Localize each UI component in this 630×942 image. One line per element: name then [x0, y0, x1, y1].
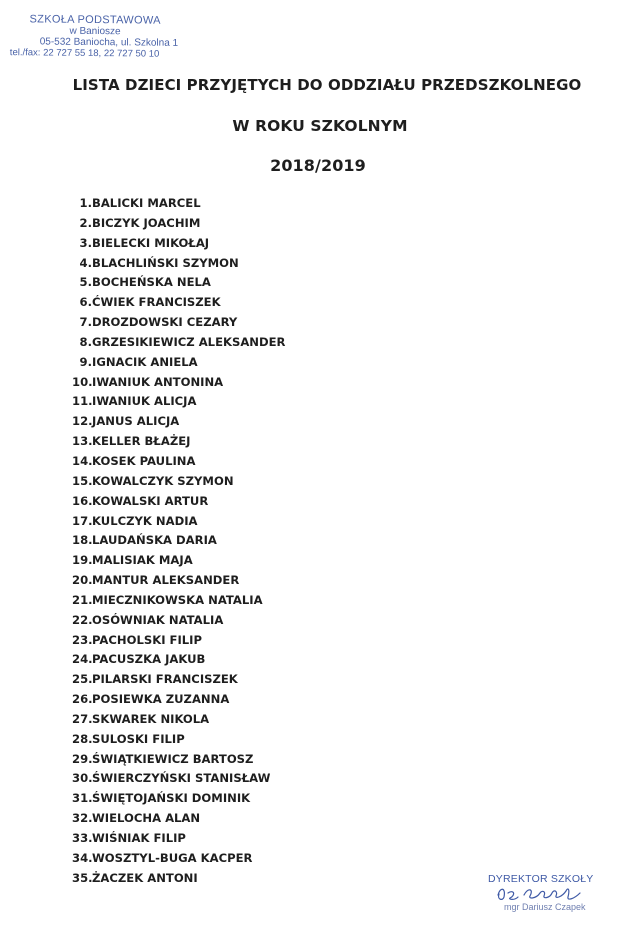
list-item-number: 14. [72, 453, 93, 468]
list-item-name: PILARSKI FRANCISZEK [92, 672, 238, 687]
list-item-number: 31. [72, 791, 93, 806]
list-item [72, 789, 251, 809]
list-item-number: 23. [72, 632, 93, 647]
list-item-name: WIELOCHA ALAN [92, 811, 201, 826]
list-item-name: JANUS ALICJA [92, 414, 180, 429]
list-item [72, 551, 193, 571]
list-item-number: 32. [72, 811, 93, 826]
list-item-name: BLACHLIŃSKI SZYMON [92, 255, 239, 270]
list-item-number: 8. [79, 334, 92, 349]
list-item-number: 28. [72, 731, 93, 746]
list-item-name: BIELECKI MIKOŁAJ [92, 235, 210, 250]
list-item-number: 19. [72, 553, 93, 568]
list-item-name: IWANIUK ALICJA [92, 394, 197, 409]
children-list [72, 194, 286, 889]
list-item [72, 313, 238, 333]
list-item [72, 293, 221, 313]
list-item-number: 16. [72, 493, 93, 508]
stamp-school-name: SZKOŁA PODSTAWOWA [29, 13, 161, 27]
list-item [72, 254, 239, 274]
stamp-address: 05-532 Baniocha, ul. Szkolna 1 [39, 36, 179, 49]
list-item [72, 591, 263, 611]
list-item-number: 22. [72, 612, 93, 627]
list-item [72, 710, 210, 730]
list-item [72, 769, 271, 789]
list-item-number: 21. [72, 592, 93, 607]
list-item [72, 849, 253, 869]
list-item-number: 20. [72, 573, 93, 588]
list-item-number: 4. [79, 255, 92, 270]
list-item [72, 452, 196, 472]
list-item-name: WOSZTYL-BUGA KACPER [92, 850, 253, 865]
list-item-number: 10. [72, 374, 93, 389]
list-item-name: OSÓWNIAK NATALIA [92, 612, 224, 627]
list-item [72, 809, 201, 829]
list-item-number: 29. [72, 751, 93, 766]
list-item-name: SULOSKI FILIP [92, 731, 185, 746]
list-item-name: MANTUR ALEKSANDER [92, 573, 240, 588]
list-item [72, 512, 198, 532]
list-item [72, 472, 234, 492]
document-subtitle: W ROKU SZKOLNYM [232, 117, 408, 135]
list-item-name: ŚWIĘTOJAŃSKI DOMINIK [92, 791, 251, 806]
list-item [72, 829, 186, 849]
list-item [72, 730, 185, 750]
list-item [72, 333, 286, 353]
list-item-name: POSIEWKA ZUZANNA [92, 692, 230, 707]
list-item-name: KULCZYK NADIA [92, 513, 198, 528]
list-item-number: 3. [79, 235, 92, 250]
list-item [72, 214, 201, 234]
list-item-name: BICZYK JOACHIM [92, 215, 201, 230]
list-item-number: 1. [79, 196, 92, 210]
signature-block [480, 873, 610, 912]
signature-person: mgr Dariusz Czapek [504, 902, 586, 912]
list-item-name: BALICKI MARCEL [92, 196, 201, 210]
list-item-name: BOCHEŃSKA NELA [92, 275, 211, 290]
list-item [72, 492, 209, 512]
list-item-number: 33. [72, 831, 93, 845]
list-item-name: DROZDOWSKI CEZARY [92, 315, 238, 330]
list-item-number: 11. [72, 394, 93, 409]
list-item [72, 750, 254, 770]
list-item-number: 12. [72, 414, 93, 429]
list-item-name: ŚWIERCZYŃSKI STANISŁAW [92, 771, 271, 786]
list-item-name: PACUSZKA JAKUB [92, 652, 206, 667]
list-item-name: LAUDAŃSKA DARIA [92, 533, 217, 548]
stamp-location: w Baniosze [69, 25, 121, 38]
list-item [72, 234, 210, 254]
list-item [72, 869, 198, 889]
list-item-name: IGNACIK ANIELA [92, 354, 198, 369]
list-item-number: 35. [72, 870, 93, 885]
list-item-name: KELLER BŁAŻEJ [92, 434, 191, 449]
list-item-number: 9. [79, 354, 92, 369]
list-item-name: PACHOLSKI FILIP [92, 632, 202, 647]
list-item-number: 30. [72, 771, 93, 786]
list-item-number: 34. [72, 850, 93, 865]
list-item-name: IWANIUK ANTONINA [92, 374, 224, 389]
list-item-number: 27. [72, 711, 93, 726]
list-item-name: MIECZNIKOWSKA NATALIA [92, 592, 263, 607]
list-item [72, 412, 180, 432]
list-item [72, 650, 206, 670]
list-item-number: 13. [72, 434, 93, 449]
list-item-number: 5. [79, 275, 92, 290]
school-year: 2018/2019 [270, 156, 366, 175]
document-title: LISTA DZIECI PRZYJĘTYCH DO ODDZIAŁU PRZEDSZKOLNEGO [72, 76, 582, 94]
list-item-name: WIŚNIAK FILIP [92, 831, 186, 845]
list-item [72, 392, 197, 412]
list-item-number: 7. [79, 315, 92, 330]
list-item [72, 373, 224, 393]
signature-title: DYREKTOR SZKOŁY [488, 873, 594, 885]
list-item-name: ĆWIEK FRANCISZEK [92, 295, 221, 310]
list-item [72, 690, 230, 710]
list-item [72, 611, 224, 631]
list-item-name: SKWAREK NIKOLA [92, 711, 210, 726]
list-item-number: 15. [72, 473, 93, 488]
list-item [72, 670, 238, 690]
list-item [72, 571, 240, 591]
school-stamp [10, 14, 180, 60]
list-item-name: MALISIAK MAJA [92, 553, 193, 568]
list-item-name: ŻACZEK ANTONI [92, 870, 198, 885]
stamp-phone: tel./fax: 22 727 55 18, 22 727 50 10 [9, 47, 160, 60]
list-item [72, 531, 217, 551]
list-item-number: 25. [72, 672, 93, 687]
list-item-name: KOSEK PAULINA [92, 453, 196, 468]
list-item [72, 631, 202, 651]
list-item-number: 6. [79, 295, 92, 310]
list-item-name: KOWALCZYK SZYMON [92, 473, 234, 488]
list-item-number: 26. [72, 692, 93, 707]
list-item [72, 273, 211, 293]
list-item [72, 353, 198, 373]
list-item [72, 432, 191, 452]
list-item-name: ŚWIĄTKIEWICZ BARTOSZ [92, 751, 254, 766]
list-item-name: KOWALSKI ARTUR [92, 493, 209, 508]
list-item-number: 24. [72, 652, 93, 667]
list-item-name: GRZESIKIEWICZ ALEKSANDER [92, 334, 286, 349]
list-item-number: 17. [72, 513, 93, 528]
list-item-number: 2. [79, 215, 92, 230]
list-item [72, 194, 201, 214]
list-item-number: 18. [72, 533, 93, 548]
